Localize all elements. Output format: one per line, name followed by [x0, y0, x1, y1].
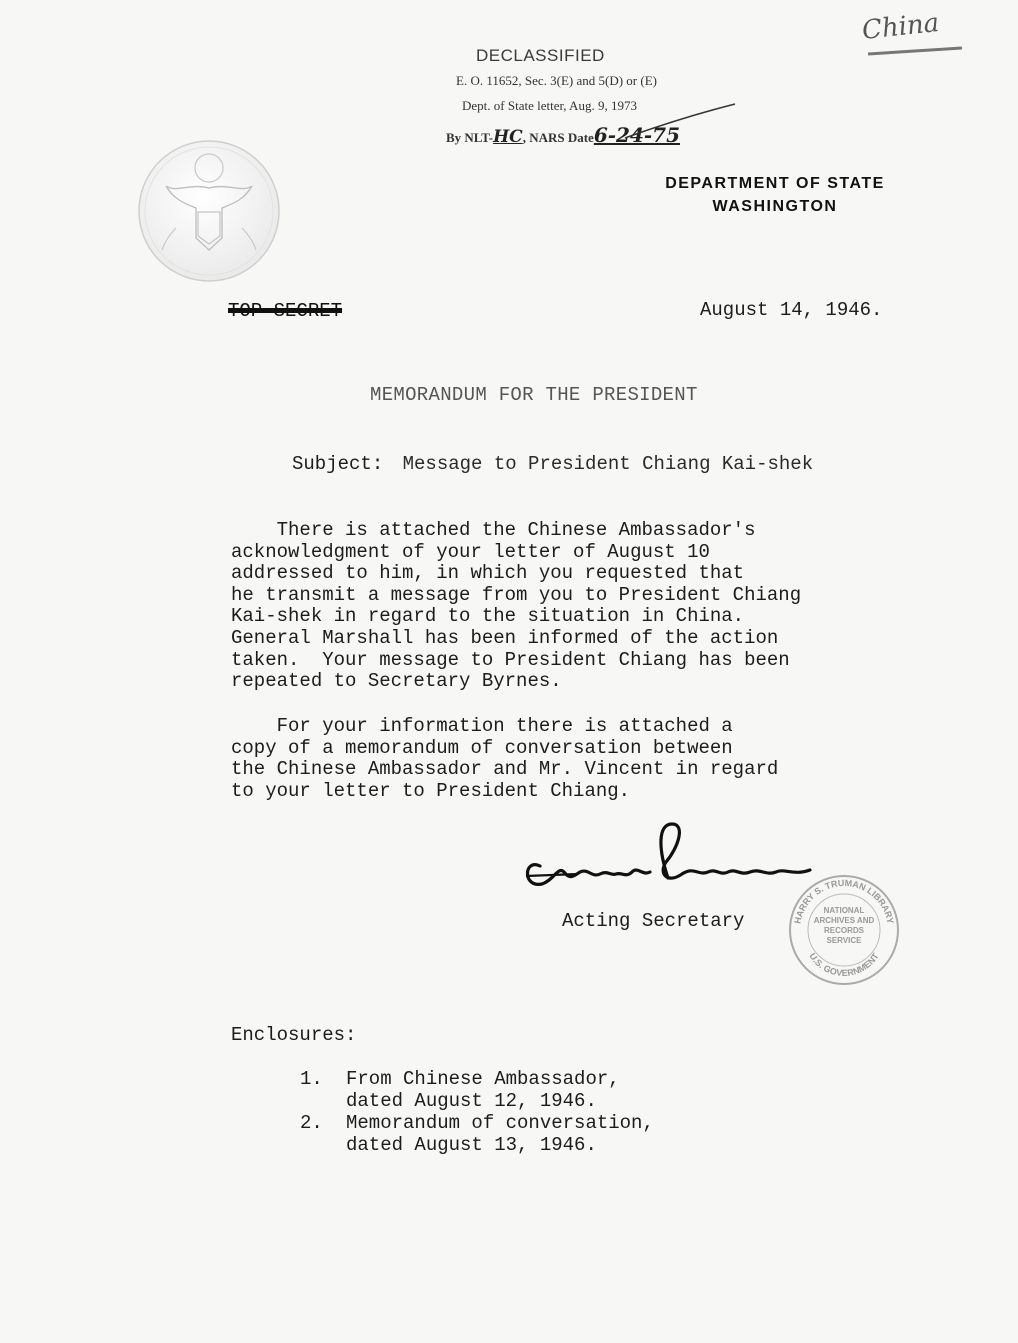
enclosure-1-line2: dated August 12, 1946. [346, 1090, 597, 1112]
archive-stamp-center-text: NATIONAL ARCHIVES AND RECORDS SERVICE [813, 906, 875, 945]
declassified-by-label: By NLT- [446, 130, 494, 145]
body-paragraph-1: There is attached the Chinese Ambassador's acknowledgment of your letter of August 10 addressed to him, in which you requested that he transmit a message from you to President Chiang Kai-shek in regard to the situation in China. General Marshall has been informed of the action taken. Your message to President Chiang has been repeated to Secretary Byrnes. [231, 519, 802, 693]
corner-note-underline [866, 44, 966, 60]
enclosure-1-line1: From Chinese Ambassador, [346, 1068, 620, 1090]
enclosures-label: Enclosures: [231, 1024, 357, 1046]
letterhead-city: WASHINGTON [712, 198, 838, 215]
corner-handwritten-note: China [860, 8, 941, 46]
declassified-authority: E. O. 11652, Sec. 3(E) and 5(D) or (E) [456, 73, 657, 88]
letterhead [600, 172, 950, 218]
declassified-by-initials: HC [493, 127, 523, 147]
archive-stamp-top-text: HARRY S. TRUMAN LIBRARY [792, 877, 896, 925]
classification-struck: TOP SECRET [228, 300, 343, 322]
signatory-title: Acting Secretary [562, 910, 745, 932]
archive-stamp [786, 872, 902, 988]
subject-label: Subject: [292, 453, 384, 475]
archive-stamp-bottom-text: U.S. GOVERNMENT [807, 951, 881, 979]
subject-line [292, 453, 813, 475]
enclosure-1-number: 1. [300, 1068, 323, 1090]
declassified-nars-date: 6-24-75 [593, 123, 681, 147]
enclosure-1 [346, 1068, 620, 1112]
enclosure-2-line2: dated August 13, 1946. [346, 1134, 597, 1156]
subject-value: Message to President Chiang Kai-shek [402, 453, 814, 475]
handwritten-underline-stroke [620, 98, 740, 148]
memo-title: MEMORANDUM FOR THE PRESIDENT [370, 384, 698, 406]
body-paragraph-2: For your information there is attached a copy of a memorandum of conversation between the Chinese Ambassador and Mr. Vincent in regard to your letter to President Chiang. [231, 715, 779, 802]
declassified-nars-label: , NARS Date [522, 130, 594, 145]
declassified-letter: Dept. of State letter, Aug. 9, 1973 [462, 98, 637, 113]
declassified-stamp-title: DECLASSIFIED [476, 46, 605, 65]
department-seal-emblem [136, 138, 282, 284]
letterhead-department: DEPARTMENT OF STATE [665, 175, 885, 192]
enclosure-2 [346, 1112, 654, 1156]
enclosure-2-line1: Memorandum of conversation, [346, 1112, 654, 1134]
memo-date: August 14, 1946. [700, 299, 883, 321]
enclosure-2-number: 2. [300, 1112, 323, 1134]
handwritten-signature [518, 818, 828, 908]
